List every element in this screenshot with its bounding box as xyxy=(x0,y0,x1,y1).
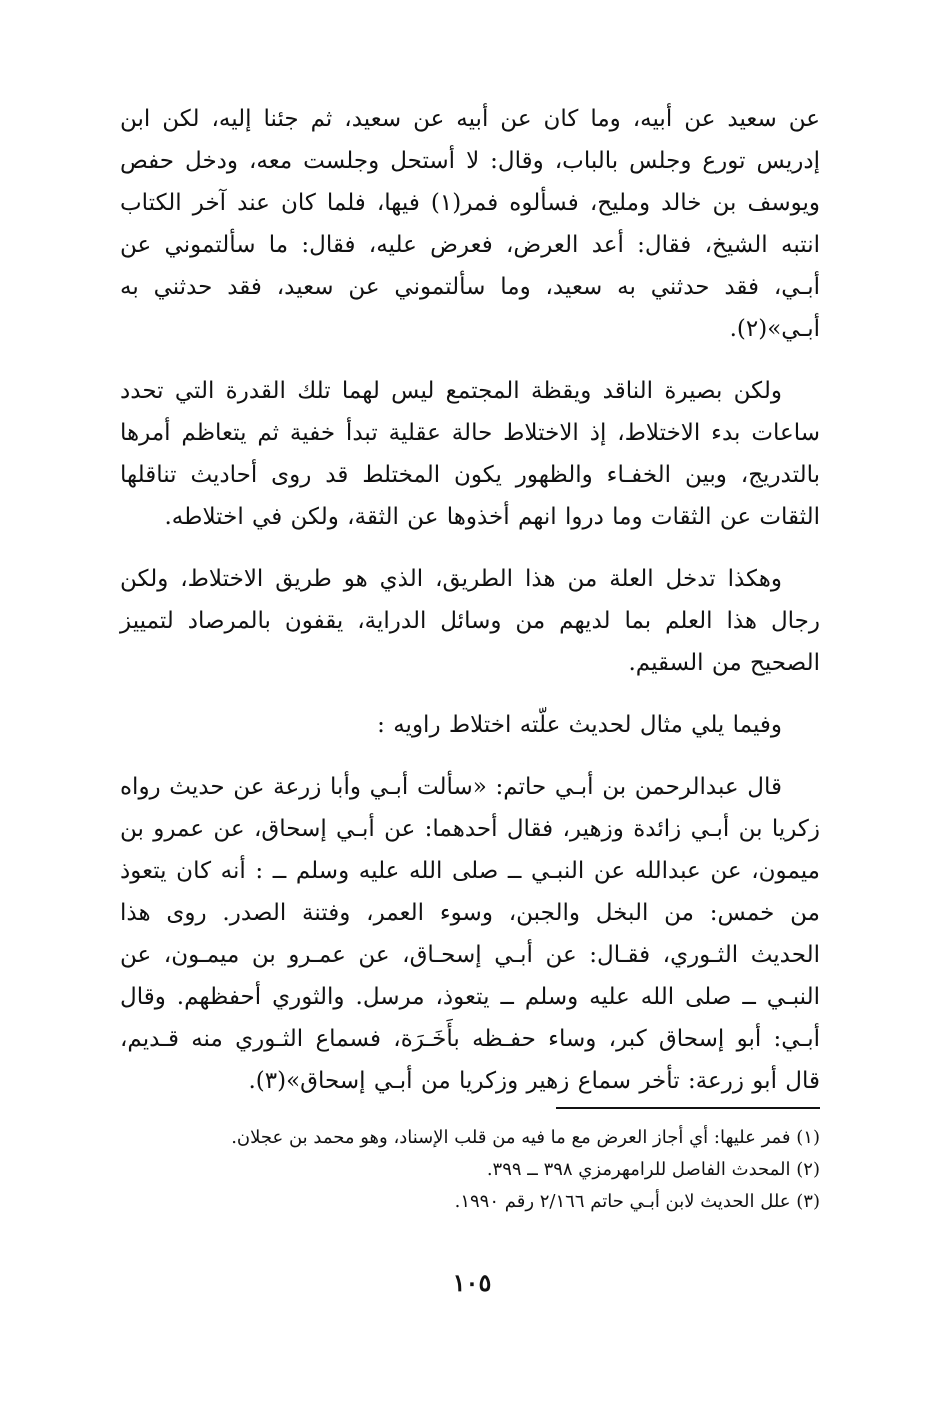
footnote-3: (٣) علل الحديث لابن أبـي حاتم ٢/١٦٦ رقم ١٩٩٠. xyxy=(454,1191,820,1212)
paragraph-2: ولكن بصيرة الناقد ويقظة المجتمع ليس لهما تلك القدرة التي تحدد ساعات بدء الاختلاط، إذ الاختلاط حالة عقلية تبدأ خفية ثم يتعاظم أمرها بالتدريج، وبين الخفـاء والظهور يكون المختلط قد روى أحاديث تناقلها الثقات عن الثقات وما دروا انهم أخذوها عن الثقة، ولكن في اختلاطه. xyxy=(120,378,820,530)
footnote-divider xyxy=(556,1107,820,1109)
page-number: ١٠٥ xyxy=(452,1268,492,1297)
main-text xyxy=(120,98,820,1102)
paragraph-5: قال عبدالرحمن بن أبـي حاتم: «سألت أبـي وأبا زرعة عن حديث رواه زكريا بن أبـي زائدة وزهير، فقال أحدهما: عن أبـي إسحاق، عن عمرو بن ميمون، عن عبدالله عن النبـي ــ صلى الله عليه وسلم ــ : أنه كان يتعوذ من خمس: من البخل والجبن، وسوء العمر، وفتنة الصدر. روى هذا الحديث الثـوري، فقـال: عن أبـي إسحـاق، عن عمـرو بن ميمـون، عن النبـي ــ صلى الله عليه وسلم ــ يتعوذ، مرسل. والثوري أحفظهم. وقال أبـي: أبو إسحاق كبر، وساء حفـظه بأَخَـرَة، فسماع الثـوري منه قـديم، قال أبو زرعة: تأخر سماع زهير وزكريا من أبـي إسحاق»(٣). xyxy=(120,774,820,1094)
paragraph-3: وهكذا تدخل العلة من هذا الطريق، الذي هو طريق الاختلاط، ولكن رجال هذا العلم بما لديهم من وسائل الدراية، يقفون بالمرصاد لتمييز الصحيح من السقيم. xyxy=(120,566,820,676)
paragraph-1: عن سعيد عن أبيه، وما كان عن أبيه عن سعيد، ثم جئنا إليه، لكن ابن إدريس تورع وجلس بالباب، وقال: لا أستحل وجلست معه، ودخل حفص ويوسف بن خالد ومليح، فسألوه فمر(١) فيها، فلما كان عند آخر الكتاب انتبه الشيخ، فقال: أعد العرض، فعرض عليه، فقال: ما سألتموني عن أبـي، فقد حدثني به سعيد، وما سألتموني عن سعيد، فقد حدثني به أبـي»(٢). xyxy=(120,106,820,342)
footnote-2: (٢) المحدث الفاصل للرامهرمزي ٣٩٨ ــ ٣٩٩. xyxy=(486,1159,820,1180)
footnote-1: (١) فمر عليها: أي أجاز العرض مع ما فيه من قلب الإسناد، وهو محمد بن عجلان. xyxy=(231,1127,820,1148)
footnotes xyxy=(120,1122,820,1218)
paragraph-4: وفيما يلي مثال لحديث علّته اختلاط راويه : xyxy=(377,712,782,738)
